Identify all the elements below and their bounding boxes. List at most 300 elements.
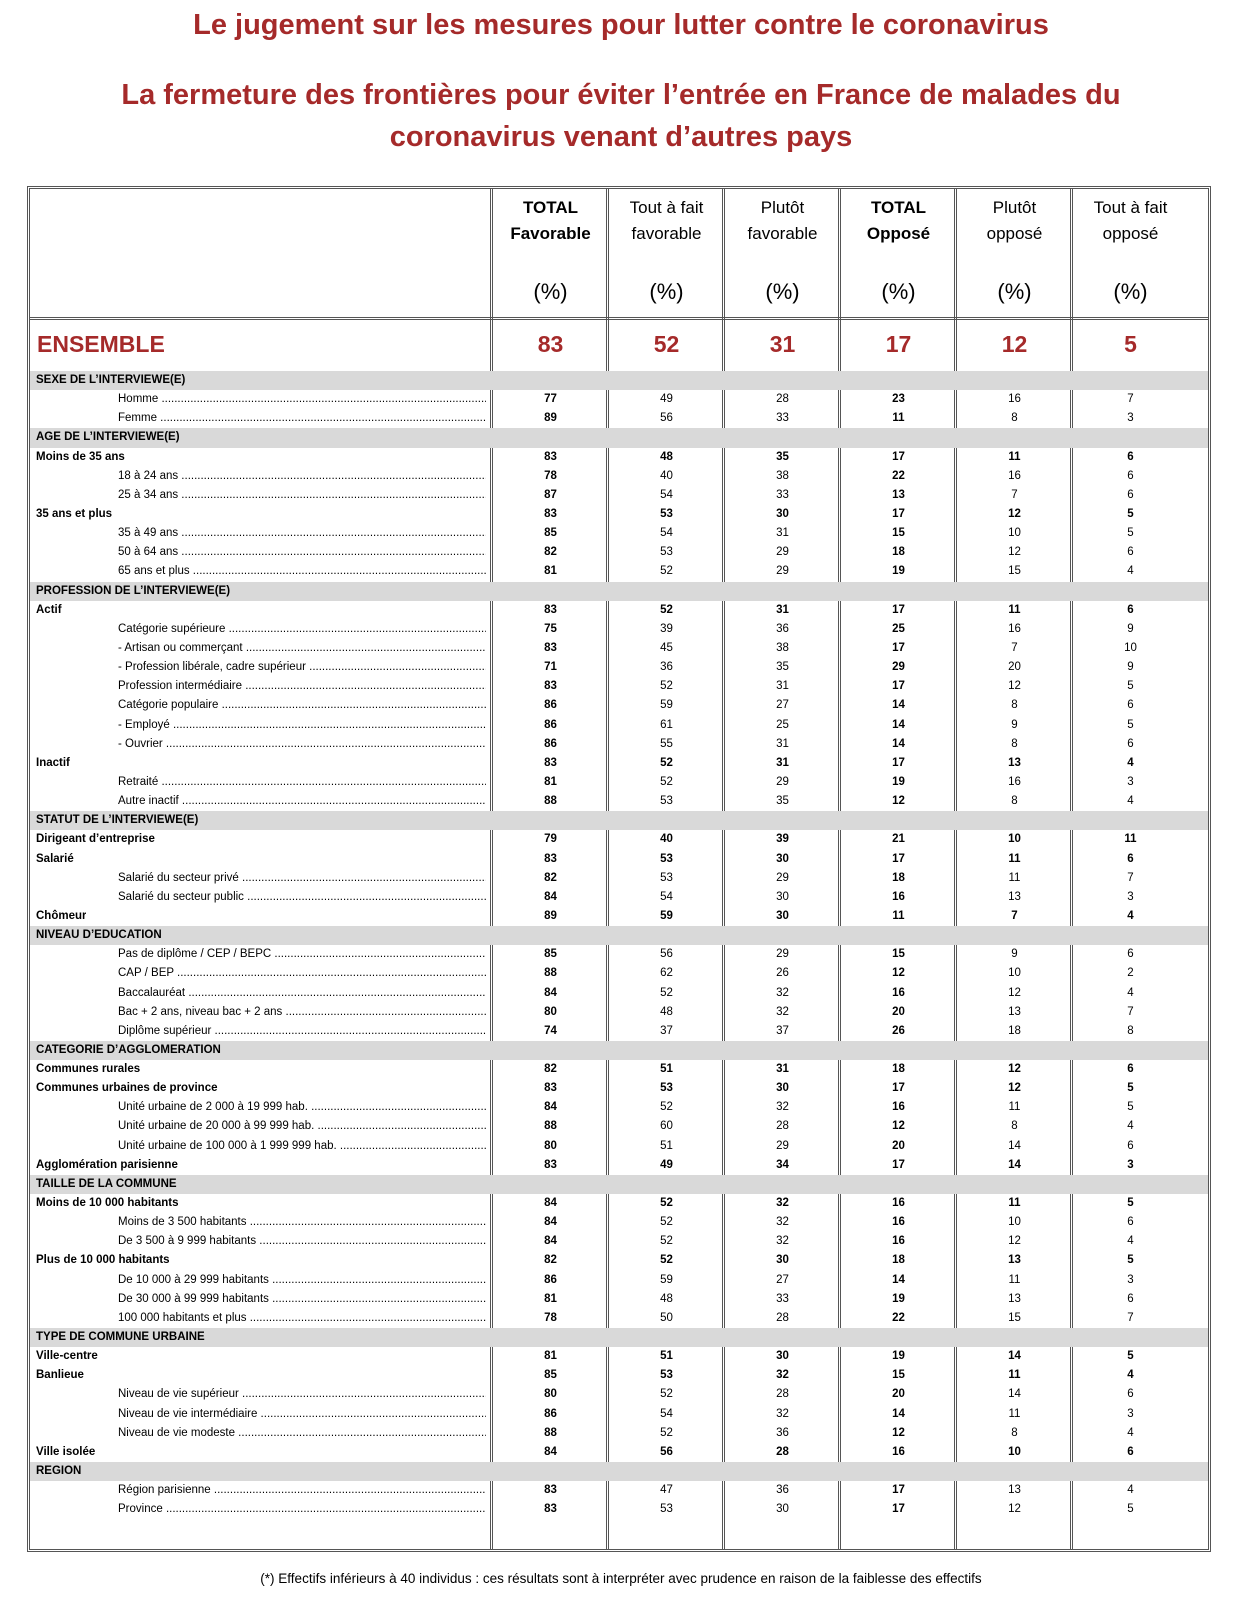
cell-value: 18 [892,871,905,884]
cell-value: 16 [892,1101,905,1114]
row-label: Unité urbaine de 100 000 à 1 999 999 hab. ..... [118,1137,486,1156]
row-label: Unité urbaine de 2 000 à 19 999 hab. ..... [118,1098,486,1117]
cell-value: 31 [776,1063,789,1076]
cell-value: 55 [660,737,673,750]
cell-value: 56 [660,1445,673,1458]
ensemble-value: 52 [653,331,680,357]
row-label: Moins de 10 000 habitants [36,1197,179,1210]
cell-value: 84 [544,1197,557,1210]
cell-value: 28 [776,393,789,406]
column-header [840,189,957,323]
cell-value: 39 [776,833,789,846]
table-row [30,945,1208,964]
cell-value: 33 [776,412,789,425]
cell-value: 80 [544,1388,557,1401]
row-label: Communes urbaines de province [36,1082,218,1095]
column-header-line2: favorable [747,224,818,243]
table-row [30,1366,1208,1385]
cell-value: 12 [1008,546,1021,559]
cell-value: 17 [892,603,905,616]
cell-value: 16 [1008,622,1021,635]
table-row [30,1232,1208,1251]
cell-value: 53 [660,546,673,559]
cell-value: 78 [544,469,557,482]
cell-value: 31 [776,737,789,750]
row-label: STATUT DE L’INTERVIEWE(E) [36,814,199,827]
section-header-row [30,811,1208,830]
cell-value: 16 [1008,775,1021,788]
cell-value: 28 [776,1311,789,1324]
cell-value: 17 [892,756,905,769]
cell-value: 51 [660,1063,673,1076]
cell-value: 51 [660,1350,673,1363]
row-label: - Ouvrier ..... [118,735,486,754]
row-label: De 30 000 à 99 999 habitants ..... [118,1290,486,1309]
cell-value: 9 [1127,622,1134,635]
cell-value: 8 [1011,795,1018,808]
cell-value: 81 [544,565,557,578]
row-label: Pas de diplôme / CEP / BEPC ..... [118,945,486,964]
cell-value: 31 [776,756,789,769]
table-row [30,1156,1208,1175]
cell-value: 6 [1127,603,1134,616]
cell-value: 38 [776,641,789,654]
cell-value: 81 [544,1292,557,1305]
cell-value: 6 [1127,1063,1134,1076]
cell-value: 8 [1011,699,1018,712]
cell-value: 19 [892,775,905,788]
cell-value: 12 [892,795,905,808]
cell-value: 4 [1127,909,1134,922]
cell-value: 10 [1008,1445,1021,1458]
cell-value: 25 [892,622,905,635]
cell-value: 16 [1008,469,1021,482]
cell-value: 18 [892,546,905,559]
cell-value: 59 [660,1273,673,1286]
table-row [30,735,1208,754]
cell-value: 30 [776,1082,789,1095]
cell-value: 15 [1008,1311,1021,1324]
cell-value: 83 [544,1503,557,1516]
row-label: Moins de 3 500 habitants ..... [118,1213,486,1232]
row-label: Province ..... [118,1500,486,1519]
cell-value: 22 [892,469,905,482]
cell-value: 6 [1127,737,1134,750]
cell-value: 4 [1127,1426,1134,1439]
table-row [30,1385,1208,1404]
table-row [30,448,1208,467]
cell-value: 54 [660,1407,673,1420]
cell-value: 59 [660,909,673,922]
cell-value: 54 [660,527,673,540]
cell-value: 28 [776,1388,789,1401]
cell-value: 83 [544,641,557,654]
row-label: Niveau de vie modeste ..... [118,1424,486,1443]
cell-value: 16 [892,1445,905,1458]
cell-value: 83 [544,507,557,520]
cell-value: 5 [1127,1101,1134,1114]
table-row [30,1117,1208,1136]
row-label: 100 000 habitants et plus ..... [118,1309,486,1328]
cell-value: 48 [660,450,673,463]
cell-value: 12 [892,1426,905,1439]
cell-value: 82 [544,546,557,559]
row-label: Salarié [36,852,74,865]
cell-value: 84 [544,1445,557,1458]
cell-value: 61 [660,718,673,731]
table-row [30,1213,1208,1232]
cell-value: 17 [892,507,905,520]
row-label: Plus de 10 000 habitants [36,1254,170,1267]
cell-value: 25 [776,718,789,731]
cell-value: 32 [776,1369,789,1382]
table-row [30,1137,1208,1156]
cell-value: 7 [1127,393,1134,406]
table-body [30,371,1208,1519]
cell-value: 11 [1008,1407,1021,1420]
cell-value: 20 [1008,661,1021,674]
cell-value: 13 [1008,1484,1021,1497]
cell-value: 50 [660,1311,673,1324]
table-row [30,850,1208,869]
cell-value: 11 [1008,1101,1021,1114]
table-row [30,964,1208,983]
cell-value: 30 [776,890,789,903]
cell-value: 6 [1127,488,1134,501]
column-header [492,189,609,323]
cell-value: 3 [1127,1273,1134,1286]
cell-value: 80 [544,1139,557,1152]
cell-value: 81 [544,1350,557,1363]
table-row [30,486,1208,505]
cell-value: 6 [1127,546,1134,559]
cell-value: 17 [892,1503,905,1516]
row-label: Niveau de vie supérieur ..... [118,1385,486,1404]
cell-value: 4 [1127,986,1134,999]
cell-value: 12 [1008,1235,1021,1248]
table-row [30,505,1208,524]
column-header-line2: opposé [986,224,1043,243]
cell-value: 5 [1127,1197,1134,1210]
table-row [30,677,1208,696]
cell-value: 7 [1011,488,1018,501]
cell-value: 83 [544,852,557,865]
cell-value: 26 [892,1024,905,1037]
cell-value: 52 [660,756,673,769]
row-label: Catégorie supérieure ..... [118,620,486,639]
cell-value: 51 [660,1139,673,1152]
cell-value: 74 [544,1024,557,1037]
cell-value: 17 [892,1484,905,1497]
cell-value: 18 [1008,1024,1021,1037]
table-row [30,639,1208,658]
cell-value: 15 [1008,565,1021,578]
row-label: Ville-centre [36,1350,98,1363]
cell-value: 86 [544,718,557,731]
cell-value: 86 [544,1273,557,1286]
column-unit: (%) [533,279,568,304]
cell-value: 11 [892,412,905,425]
cell-value: 56 [660,948,673,961]
cell-value: 10 [1124,641,1137,654]
cell-value: 8 [1127,1024,1134,1037]
cell-value: 32 [776,1216,789,1229]
ensemble-value: 5 [1124,331,1137,357]
cell-value: 16 [892,890,905,903]
cell-value: 12 [1008,680,1021,693]
row-label: - Profession libérale, cadre supérieur ..... [118,658,486,677]
row-label: 65 ans et plus ..... [118,562,486,581]
cell-value: 52 [660,1426,673,1439]
cell-value: 88 [544,967,557,980]
cell-value: 15 [892,948,905,961]
cell-value: 39 [660,622,673,635]
cell-value: 40 [660,469,673,482]
cell-value: 7 [1127,1005,1134,1018]
cell-value: 14 [1008,1388,1021,1401]
row-label: Inactif [36,756,70,769]
row-label: Ville isolée [36,1445,96,1458]
cell-value: 12 [892,1120,905,1133]
cell-value: 84 [544,1101,557,1114]
row-label: Actif [36,603,62,616]
cell-value: 21 [892,833,905,846]
column-header-line1: Plutôt [992,198,1037,217]
column-header [956,189,1073,323]
cell-value: 30 [776,1254,789,1267]
cell-value: 36 [776,1426,789,1439]
cell-value: 32 [776,1235,789,1248]
cell-value: 49 [660,1158,673,1171]
cell-value: 75 [544,622,557,635]
row-label: Région parisienne ..... [118,1481,486,1500]
cell-value: 85 [544,948,557,961]
row-label: Homme ..... [118,390,486,409]
cell-value: 53 [660,852,673,865]
cell-value: 16 [892,1197,905,1210]
cell-value: 89 [544,909,557,922]
cell-value: 14 [892,1407,905,1420]
cell-value: 17 [892,680,905,693]
column-header-line1: TOTAL [522,198,579,217]
cell-value: 53 [660,1369,673,1382]
cell-value: 22 [892,1311,905,1324]
cell-value: 3 [1127,890,1134,903]
cell-value: 30 [776,852,789,865]
cell-value: 53 [660,1082,673,1095]
cell-value: 31 [776,680,789,693]
cell-value: 16 [892,1235,905,1248]
cell-value: 11 [1008,852,1021,865]
subtitle-line-2: coronavirus venant d’autres pays [389,121,853,153]
cell-value: 36 [660,661,673,674]
row-label: De 3 500 à 9 999 habitants ..... [118,1232,486,1251]
cell-value: 8 [1011,1426,1018,1439]
cell-value: 4 [1127,1369,1134,1382]
cell-value: 82 [544,1063,557,1076]
cell-value: 83 [544,1484,557,1497]
cell-value: 80 [544,1005,557,1018]
cell-value: 14 [1008,1350,1021,1363]
table-row [30,601,1208,620]
cell-value: 88 [544,1426,557,1439]
ensemble-value: 12 [1001,331,1028,357]
cell-value: 31 [776,603,789,616]
cell-value: 8 [1011,1120,1018,1133]
cell-value: 6 [1127,699,1134,712]
cell-value: 54 [660,890,673,903]
cell-value: 10 [1008,967,1021,980]
cell-value: 6 [1127,1139,1134,1152]
column-header-line1: Tout à fait [629,198,704,217]
cell-value: 79 [544,833,557,846]
cell-value: 15 [892,527,905,540]
cell-value: 33 [776,1292,789,1305]
cell-value: 8 [1011,412,1018,425]
cell-value: 16 [892,1216,905,1229]
row-label: Retraité ..... [118,773,486,792]
cell-value: 32 [776,986,789,999]
cell-value: 5 [1127,527,1134,540]
cell-value: 14 [1008,1139,1021,1152]
cell-value: 36 [776,622,789,635]
row-label: PROFESSION DE L’INTERVIEWE(E) [36,584,231,597]
cell-value: 20 [892,1139,905,1152]
cell-value: 86 [544,1407,557,1420]
cell-value: 53 [660,1503,673,1516]
cell-value: 6 [1127,450,1134,463]
row-label: Communes rurales [36,1063,141,1076]
cell-value: 23 [892,393,905,406]
row-label: AGE DE L’INTERVIEWE(E) [36,431,180,444]
cell-value: 88 [544,1120,557,1133]
column-unit: (%) [1113,279,1148,304]
cell-value: 11 [1124,833,1137,846]
cell-value: 2 [1127,967,1134,980]
cell-value: 84 [544,890,557,903]
cell-value: 84 [544,1235,557,1248]
cell-value: 29 [776,871,789,884]
cell-value: 52 [660,603,673,616]
cell-value: 52 [660,1197,673,1210]
cell-value: 4 [1127,1120,1134,1133]
ensemble-label: ENSEMBLE [37,331,165,357]
column-unit: (%) [881,279,916,304]
cell-value: 13 [892,488,905,501]
cell-value: 45 [660,641,673,654]
table-row [30,907,1208,926]
row-label: Agglomération parisienne [36,1158,178,1171]
cell-value: 4 [1127,1235,1134,1248]
section-header-row [30,582,1208,601]
row-label: Autre inactif ..... [118,792,486,811]
cell-value: 7 [1011,641,1018,654]
row-label: 35 à 49 ans ..... [118,524,486,543]
row-label: CATEGORIE D’AGGLOMERATION [36,1043,221,1056]
table-row [30,658,1208,677]
cell-value: 37 [660,1024,673,1037]
cell-value: 13 [1008,1292,1021,1305]
cell-value: 6 [1127,1216,1134,1229]
section-header-row [30,428,1208,447]
cell-value: 84 [544,986,557,999]
cell-value: 17 [892,852,905,865]
cell-value: 85 [544,1369,557,1382]
cell-value: 32 [776,1101,789,1114]
cell-value: 12 [1008,986,1021,999]
cell-value: 28 [776,1445,789,1458]
cell-value: 14 [892,699,905,712]
ensemble-value: 83 [537,331,564,357]
cell-value: 30 [776,507,789,520]
row-label: Bac + 2 ans, niveau bac + 2 ans ..... [118,1003,486,1022]
row-label: Salarié du secteur privé ..... [118,869,486,888]
cell-value: 11 [1008,450,1021,463]
cell-value: 35 [776,795,789,808]
cell-value: 5 [1127,1082,1134,1095]
cell-value: 36 [776,1484,789,1497]
row-label: Unité urbaine de 20 000 à 99 999 hab. ..... [118,1117,486,1136]
table-row [30,1194,1208,1213]
cell-value: 78 [544,1311,557,1324]
row-label: SEXE DE L’INTERVIEWE(E) [36,374,186,386]
cell-value: 40 [660,833,673,846]
table-row [30,1098,1208,1117]
row-label: - Employé ..... [118,716,486,735]
cell-value: 6 [1127,469,1134,482]
cell-value: 37 [776,1024,789,1037]
row-label: Dirigeant d’entreprise [36,833,155,846]
cell-value: 83 [544,756,557,769]
cell-value: 5 [1127,1503,1134,1516]
cell-value: 89 [544,412,557,425]
cell-value: 82 [544,871,557,884]
cell-value: 9 [1011,718,1018,731]
table-row [30,543,1208,562]
cell-value: 60 [660,1120,673,1133]
cell-value: 17 [892,1082,905,1095]
section-header-row [30,1041,1208,1060]
cell-value: 29 [776,1139,789,1152]
cell-value: 32 [776,1005,789,1018]
cell-value: 86 [544,699,557,712]
table-row [30,524,1208,543]
table-row [30,1500,1208,1519]
table-row [30,830,1208,849]
cell-value: 12 [1008,1503,1021,1516]
cell-value: 5 [1127,718,1134,731]
row-label: Chômeur [36,909,87,922]
section-header-row [30,1328,1208,1347]
cell-value: 6 [1127,1292,1134,1305]
cell-value: 71 [544,661,557,674]
cell-value: 13 [1008,1005,1021,1018]
section-header-row [30,371,1208,390]
cell-value: 16 [892,986,905,999]
cell-value: 12 [1008,1063,1021,1076]
table-row [30,1003,1208,1022]
cell-value: 4 [1127,756,1134,769]
cell-value: 7 [1127,1311,1134,1324]
cell-value: 26 [776,967,789,980]
table-row [30,1290,1208,1309]
cell-value: 5 [1127,680,1134,693]
cell-value: 30 [776,909,789,922]
cell-value: 5 [1127,1254,1134,1267]
column-header-line2: favorable [631,224,702,243]
row-label: Diplôme supérieur ..... [118,1022,486,1041]
cell-value: 17 [892,1158,905,1171]
